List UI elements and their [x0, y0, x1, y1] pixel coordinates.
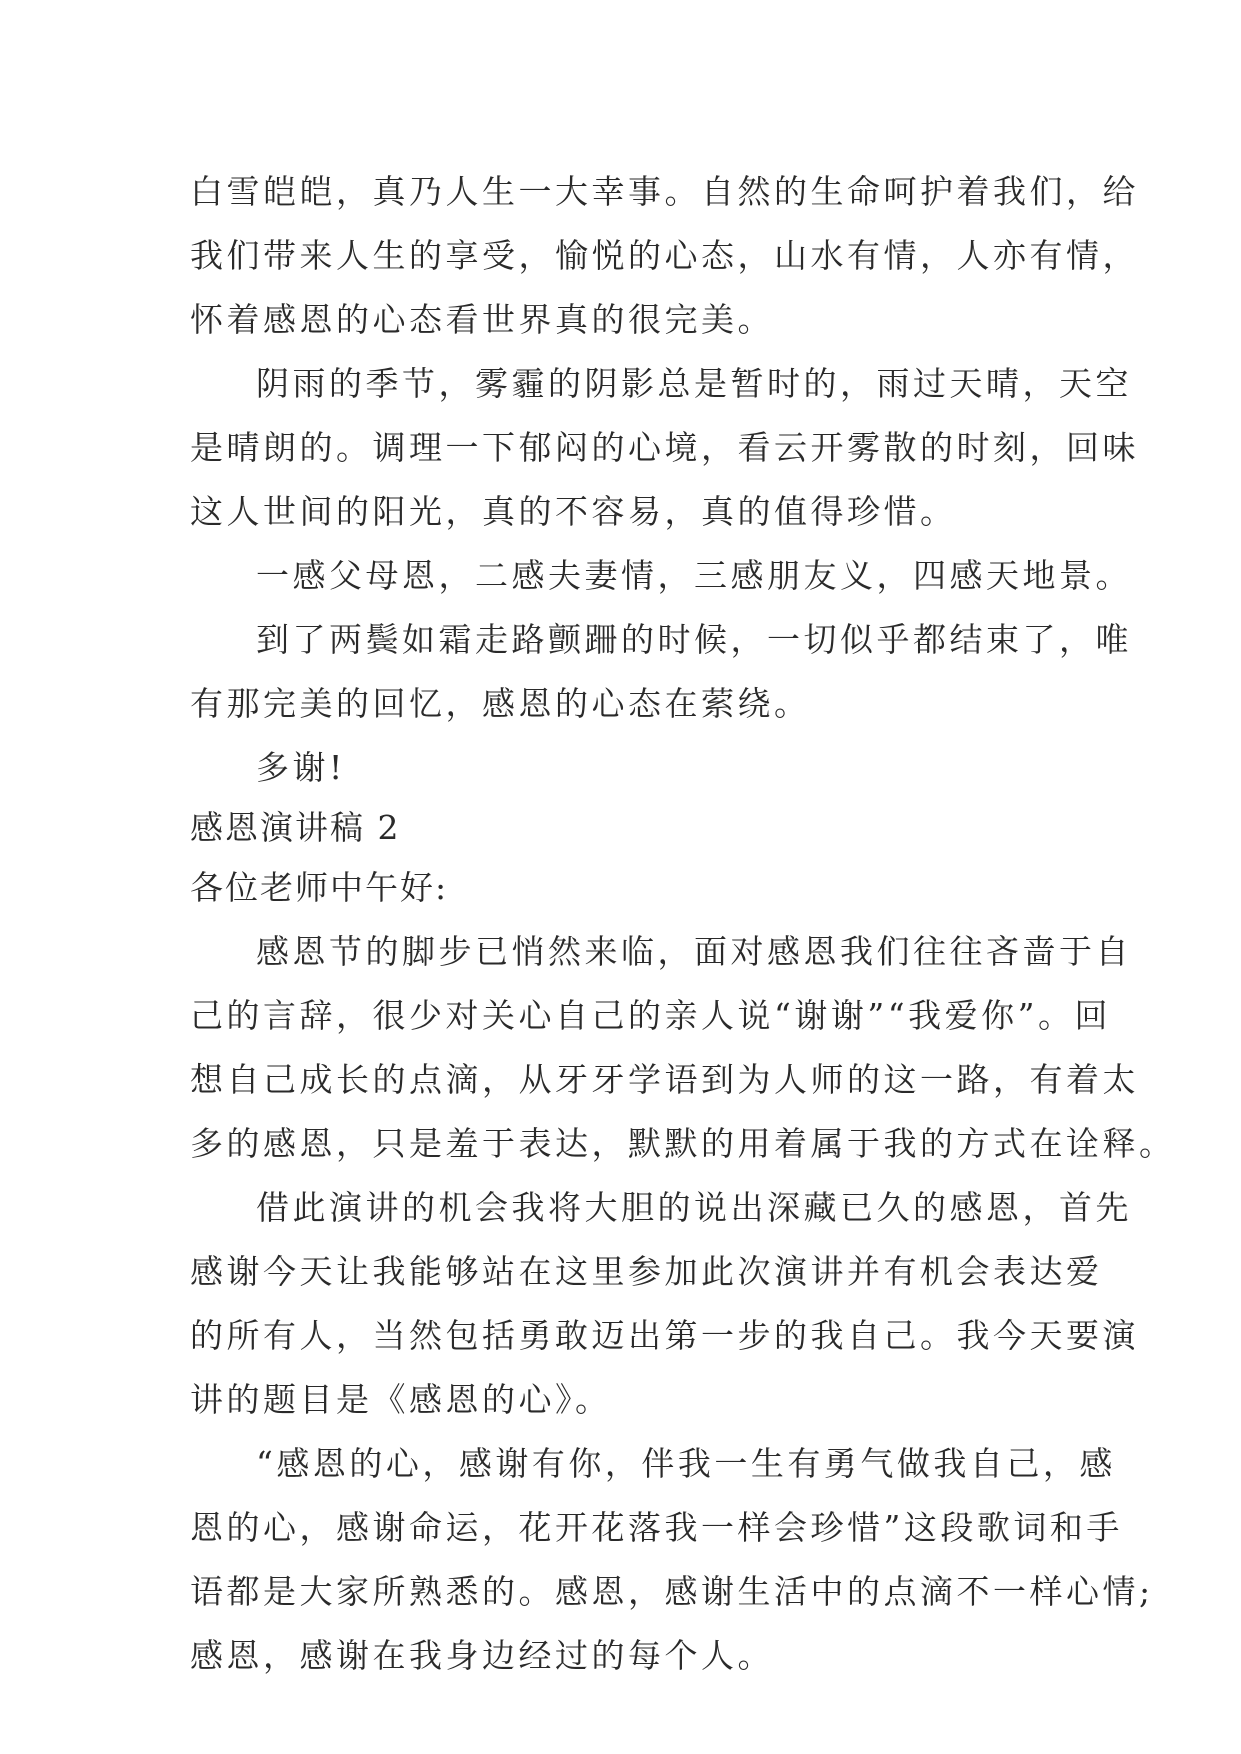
- section-title: 感恩演讲稿 2: [190, 808, 401, 847]
- paragraph-line: 多的感恩，只是羞于表达，默默的用着属于我的方式在诠释。: [190, 1124, 1176, 1163]
- paragraph-line: 多谢!: [256, 748, 346, 787]
- paragraph-line: 这人世间的阳光，真的不容易，真的值得珍惜。: [190, 492, 957, 531]
- paragraph-line: 到了两鬓如霜走路颤跚的时候，一切似乎都结束了，唯: [256, 620, 1132, 659]
- paragraph-line: 一感父母恩，二感夫妻情，三感朋友义，四感天地景。: [256, 556, 1132, 595]
- paragraph-line: 怀着感恩的心态看世界真的很完美。: [190, 300, 774, 339]
- paragraph-line: 的所有人，当然包括勇敢迈出第一步的我自己。我今天要演: [190, 1316, 1139, 1355]
- paragraph-line: 恩的心，感谢命运，花开花落我一样会珍惜”这段歌词和手: [190, 1508, 1123, 1547]
- paragraph-line: “感恩的心，感谢有你，伴我一生有勇气做我自己，感: [256, 1444, 1116, 1483]
- paragraph-line: 讲的题目是《感恩的心》。: [190, 1380, 612, 1419]
- paragraph-line: 白雪皑皑，真乃人生一大幸事。自然的生命呵护着我们，给: [190, 172, 1139, 211]
- greeting-line: 各位老师中午好:: [190, 868, 449, 907]
- paragraph-line: 感恩，感谢在我身边经过的每个人。: [190, 1636, 774, 1675]
- document-body: [190, 160, 1176, 1688]
- paragraph-line: 是晴朗的。调理一下郁闷的心境，看云开雾散的时刻，回味: [190, 428, 1139, 467]
- paragraph-line: 想自己成长的点滴，从牙牙学语到为人师的这一路，有着太: [190, 1060, 1139, 1099]
- paragraph-line: 语都是大家所熟悉的。感恩，感谢生活中的点滴不一样心情;: [190, 1572, 1154, 1611]
- paragraph-line: 我们带来人生的享受，愉悦的心态，山水有情，人亦有情，: [190, 236, 1139, 275]
- paragraph-line: 有那完美的回忆，感恩的心态在萦绕。: [190, 684, 811, 723]
- paragraph-line: 感恩节的脚步已悄然来临，面对感恩我们往往吝啬于自: [256, 932, 1132, 971]
- paragraph-line: 借此演讲的机会我将大胆的说出深藏已久的感恩，首先: [256, 1188, 1132, 1227]
- paragraph-line: 阴雨的季节，雾霾的阴影总是暂时的，雨过天晴，天空: [256, 364, 1132, 403]
- paragraph-line: 己的言辞，很少对关心自己的亲人说“谢谢”“我爱你”。回: [190, 996, 1111, 1035]
- paragraph-line: 感谢今天让我能够站在这里参加此次演讲并有机会表达爱: [190, 1252, 1103, 1291]
